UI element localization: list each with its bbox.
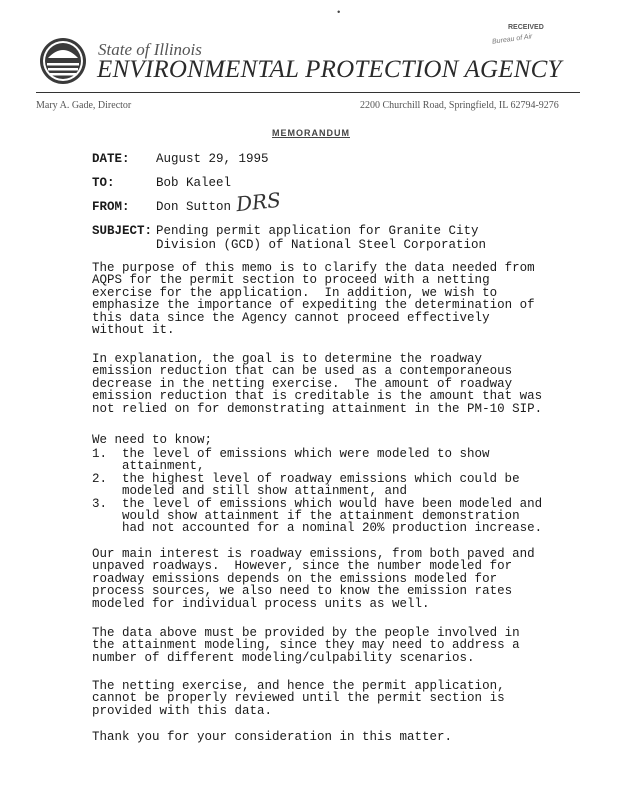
subject-label: SUBJECT: <box>92 224 153 238</box>
scan-speck: • <box>336 8 342 18</box>
list-number: 2. <box>92 471 108 486</box>
memo-subject-row <box>92 224 486 252</box>
requirements-list <box>92 448 542 535</box>
letterhead-address: 2200 Churchill Road, Springfield, IL 62794-9276 <box>360 100 559 111</box>
paragraph-data-provided: The data above must be provided by the people involved in the attainment modeling, since they may need to address a number of different modeling/culpability scenarios. <box>92 626 520 665</box>
memo-to-row <box>92 176 231 190</box>
date-label: DATE: <box>92 152 130 166</box>
paragraph-explanation: In explanation, the goal is to determine the roadway emission reduction that can be used as a contemporaneous decrease in the netting exercise. The amount of roadway emission reduction that is creditable is the amount that was not relied on for demonstrating attainment in the PM-10 SIP. <box>92 352 543 416</box>
list-text: the highest level of roadway emissions which could be modeled and still show attainment, and <box>122 471 520 499</box>
subject-line-1: Pending permit application for Granite City <box>156 224 479 238</box>
from-value: Don Sutton <box>156 200 232 214</box>
date-value: August 29, 1995 <box>156 152 269 166</box>
memo-title: MEMORANDUM <box>272 128 350 138</box>
letterhead-rule <box>36 92 580 93</box>
list-item <box>92 448 542 473</box>
received-stamp-note: Bureau of Air <box>491 33 533 46</box>
letterhead-director: Mary A. Gade, Director <box>36 100 132 111</box>
paragraph-main-interest: Our main interest is roadway emissions, from both paved and unpaved roadways. However, since the number modeled for roadway emissions depends on the emissions modeled for process sources, we also need to know the emission rates modeled for individual process units as well. <box>92 547 535 611</box>
agency-seal-icon <box>38 36 88 86</box>
letterhead-agency: ENVIRONMENTAL PROTECTION AGENCY <box>97 56 562 83</box>
list-item <box>92 473 542 498</box>
to-label: TO: <box>92 176 115 190</box>
list-number: 3. <box>92 496 108 511</box>
to-value: Bob Kaleel <box>156 176 232 190</box>
subject-line-2: Division (GCD) of National Steel Corporation <box>156 238 487 252</box>
from-label: FROM: <box>92 200 130 214</box>
list-text: the level of emissions which would have been modeled and would show attainment if the attainment demonstration had not accounted for a nominal 20% production increase. <box>122 496 543 536</box>
list-text: the level of emissions which were modeled to show attainment, <box>122 447 490 474</box>
handwritten-initials: DRS <box>234 187 282 217</box>
paragraph-need-intro: We need to know; <box>92 433 213 447</box>
paragraph-purpose: The purpose of this memo is to clarify the data needed from AQPS for the permit section to proceed with a netting exercise for the application. In addition, we wish to emphasize the importance of expediting the determination of this data since the Agency cannot proceed effectively without it. <box>92 261 535 338</box>
memo-from-row <box>92 200 231 214</box>
list-number: 1. <box>92 447 108 461</box>
letterhead-state: State of Illinois <box>98 40 202 59</box>
received-stamp-text: RECEIVED <box>508 24 544 31</box>
paragraph-netting: The netting exercise, and hence the permit application, cannot be properly reviewed until the permit section is provided with this data. <box>92 679 505 718</box>
memo-date-row <box>92 152 269 166</box>
paragraph-thanks: Thank you for your consideration in this matter. <box>92 730 453 744</box>
list-item <box>92 498 542 535</box>
